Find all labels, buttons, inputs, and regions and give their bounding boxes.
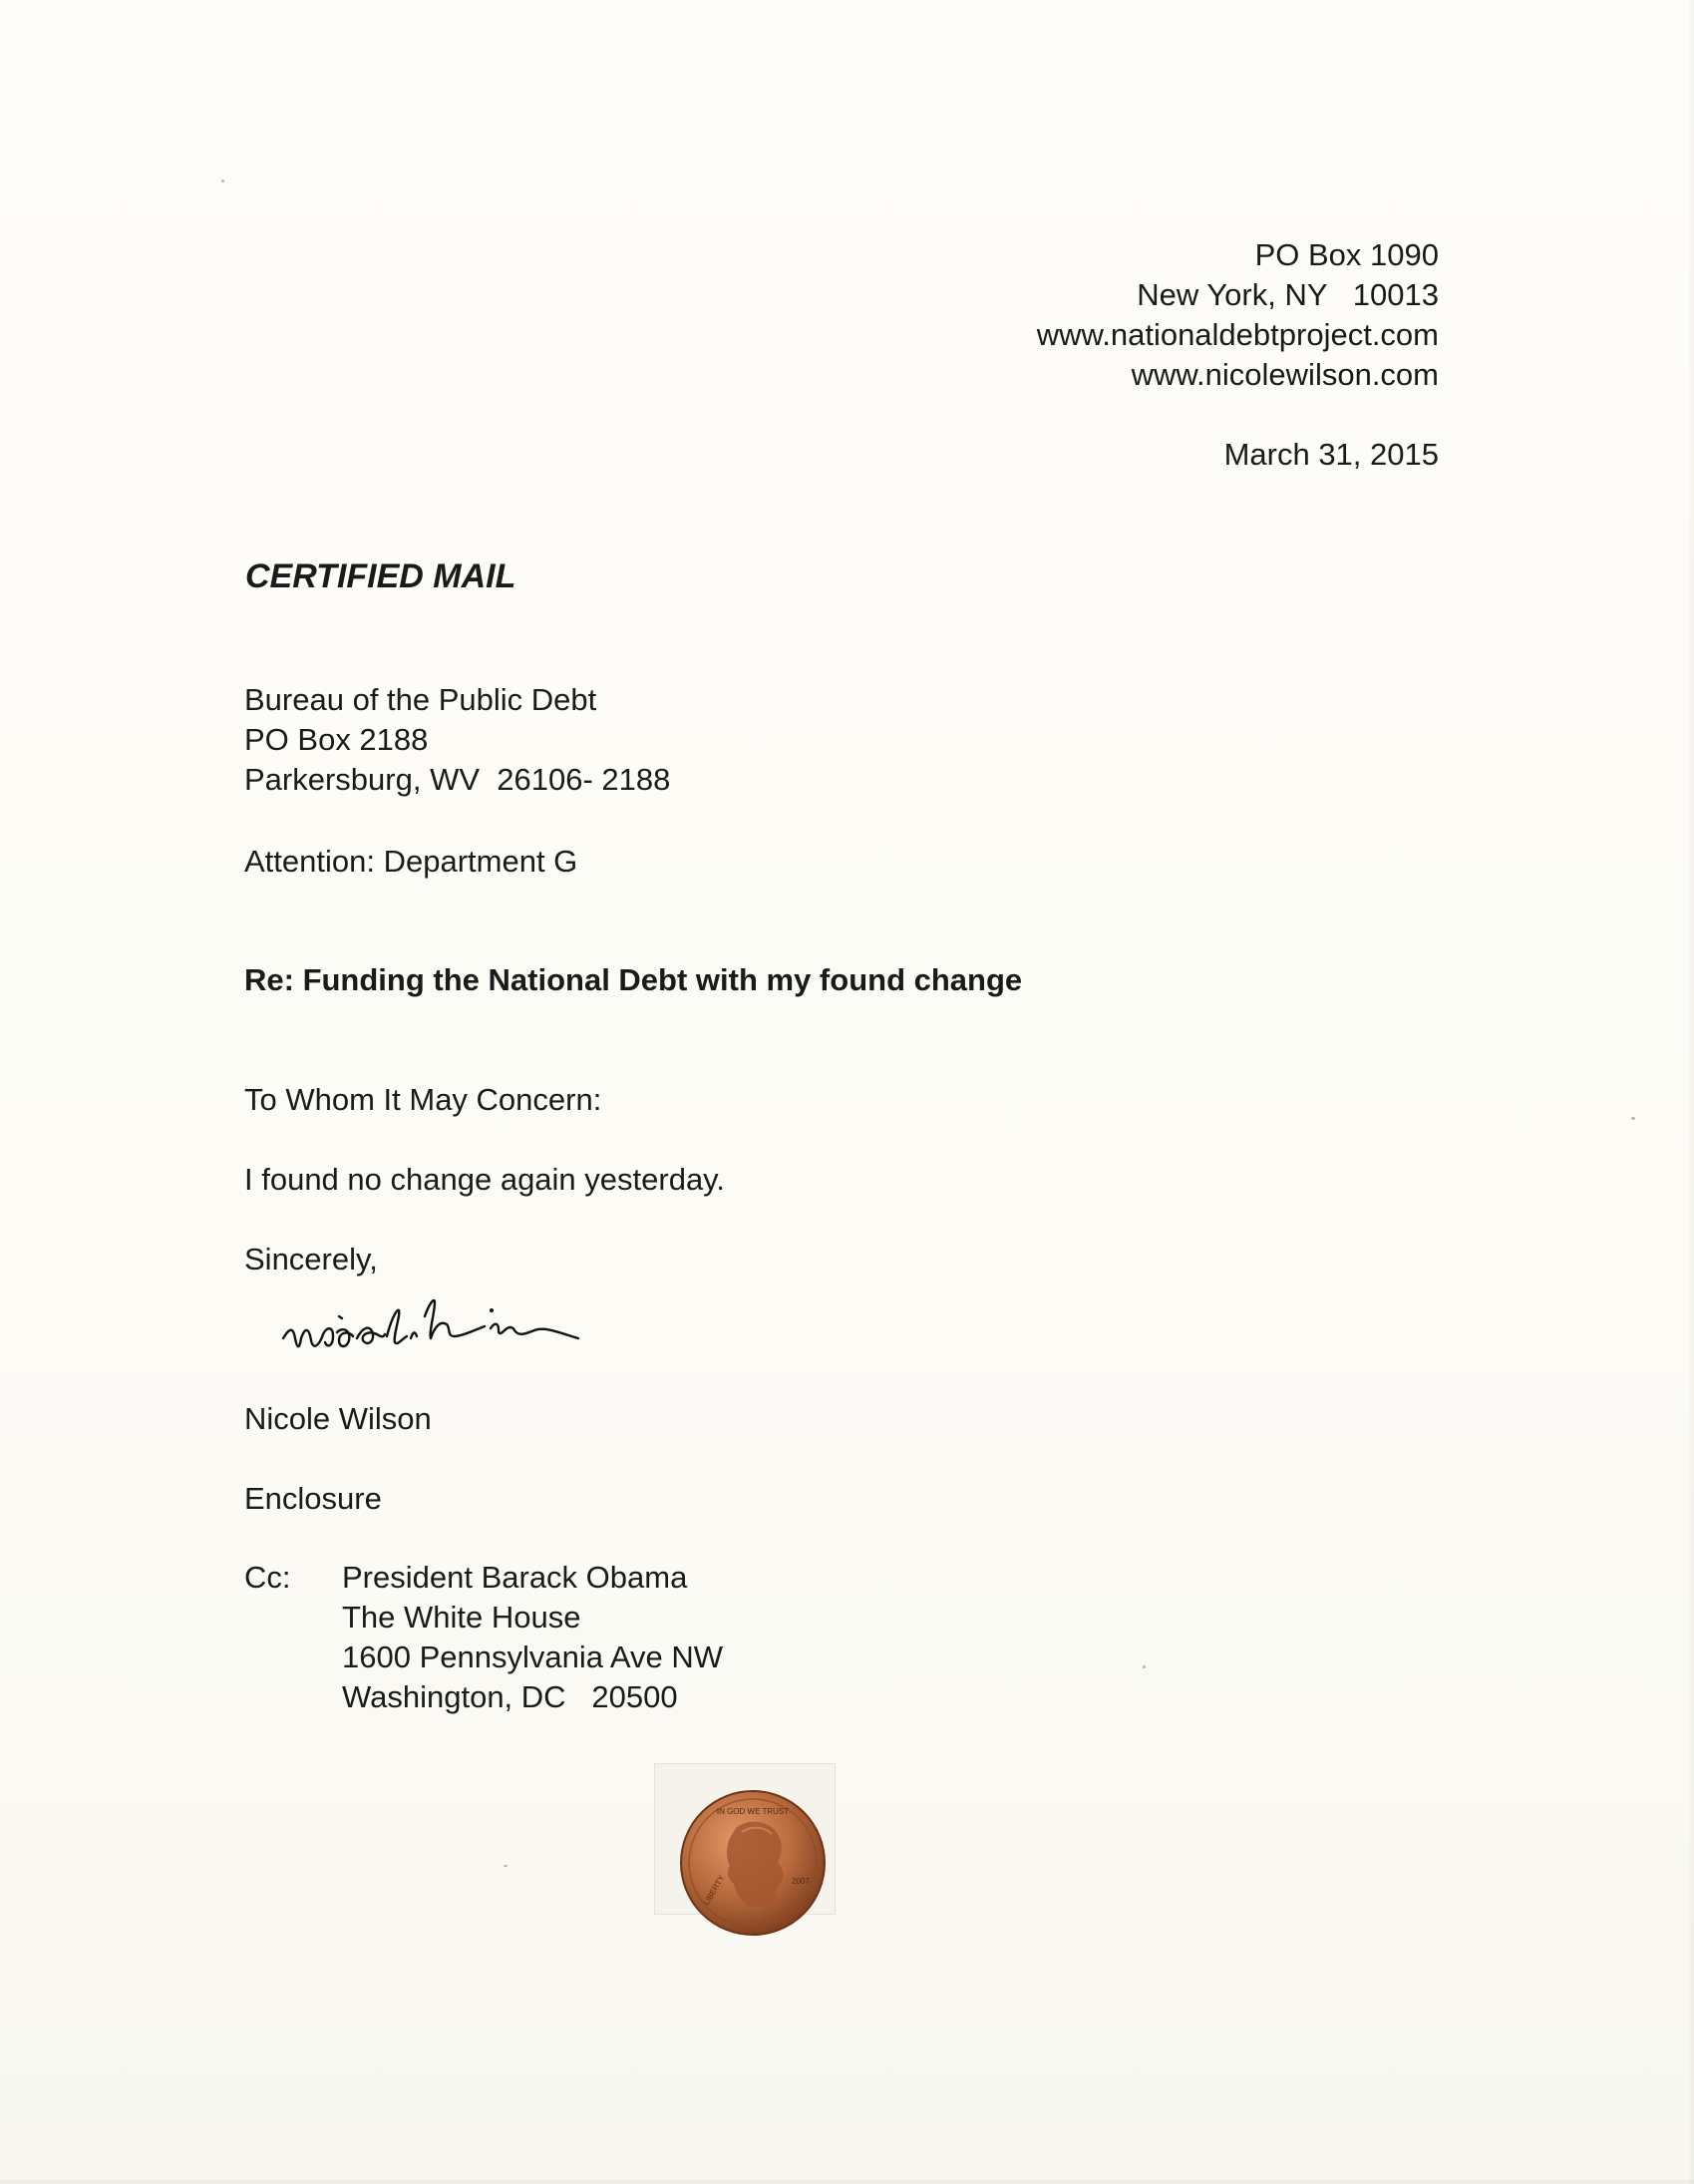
coin-year: 2007 [792,1877,810,1886]
enclosure-label: Enclosure [244,1481,382,1516]
closing: Sincerely, [244,1242,378,1276]
certified-mail-heading: CERTIFIED MAIL [245,557,516,595]
scan-speck [504,1865,508,1867]
page-edge-shadow [1688,0,1694,2184]
recipient-address-line1: PO Box 2188 [244,722,429,757]
page-bottom-shadow [0,2180,1694,2184]
sender-address-block [1037,235,1439,395]
signer-name: Nicole Wilson [244,1401,432,1436]
cc-line4: Washington, DC 20500 [342,1679,678,1714]
cc-line2: The White House [342,1600,581,1635]
coin-inscription-side: LIBERTY [701,1873,727,1907]
letter-body: I found no change again yesterday. [244,1162,725,1197]
cc-address-block [342,1558,723,1717]
subject-line: Re: Funding the National Debt with my found change [244,962,1023,997]
salutation: To Whom It May Concern: [244,1082,602,1117]
scan-speck [1631,1117,1635,1120]
attention-line: Attention: Department G [244,844,578,879]
sender-address-line2: New York, NY 10013 [1137,277,1439,312]
scan-speck [1143,1665,1146,1668]
recipient-address-block [244,680,670,800]
sender-website-national-debt: www.nationaldebtproject.com [1036,317,1439,352]
recipient-address-line2: Parkersburg, WV 26106- 2188 [244,762,671,797]
cc-line3: 1600 Pennsylvania Ave NW [342,1639,723,1674]
enclosed-penny-coin [678,1788,828,1938]
handwritten-signature [279,1276,618,1386]
coin-inscription-top: IN GOD WE TRUST [716,1807,790,1816]
sender-website-personal: www.nicolewilson.com [1131,357,1439,392]
scan-speck [221,180,224,182]
recipient-name: Bureau of the Public Debt [244,682,597,717]
cc-label: Cc: [244,1560,291,1595]
letter-date: March 31, 2015 [1223,437,1439,472]
sender-address-line1: PO Box 1090 [1254,237,1439,272]
cc-line1: President Barack Obama [342,1560,688,1595]
